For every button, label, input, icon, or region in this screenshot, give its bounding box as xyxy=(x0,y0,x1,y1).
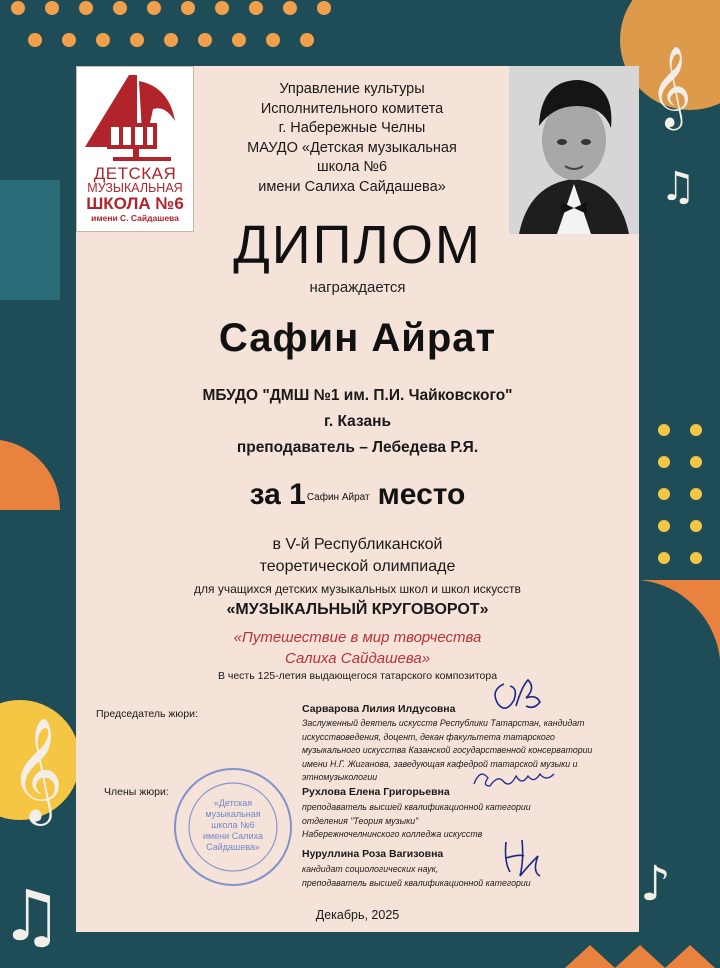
header-line: Управление культуры xyxy=(279,81,425,97)
stamp-line: Сайдашева» xyxy=(206,842,260,852)
treble-clef-icon: 𝄞 xyxy=(650,45,692,127)
desc-line: отделения "Теория музыки" xyxy=(302,815,419,826)
place-line xyxy=(76,478,639,512)
stamp-line: музыкальная xyxy=(205,809,261,819)
diploma-title: ДИПЛОМ xyxy=(233,215,482,275)
stamp-line: «Детская xyxy=(213,798,253,808)
desc-line: музыкального искусства Казанской государственной консерватории xyxy=(302,745,593,755)
school-logo xyxy=(76,66,194,232)
treble-clef-icon-left: 𝄞 xyxy=(10,717,64,822)
eighth-note-icon: ♫ xyxy=(660,164,696,210)
desc-line: этномузыкологии xyxy=(302,772,378,782)
subtitle-line: «Путешествие в мир творчества xyxy=(233,629,482,646)
header-line: МАУДО «Детская музыкальная xyxy=(247,139,457,156)
organization-header xyxy=(196,80,508,197)
place-small-text: Сафин Айрат xyxy=(306,492,370,503)
desc-line: кандидат социологических наук, xyxy=(302,864,439,874)
stamp-line: имени Салиха xyxy=(202,831,263,841)
recipient-name: Сафин Айрат xyxy=(218,316,497,360)
juror-name-1: Рухлова Елена Григорьевна xyxy=(302,786,450,798)
signature-member-1 xyxy=(470,766,560,792)
olympiad-block xyxy=(76,534,639,578)
subtitle-line: Салиха Сайдашева» xyxy=(284,650,431,667)
composer-portrait xyxy=(509,66,639,234)
awarded-label: награждается xyxy=(309,279,406,296)
juror-description-1 xyxy=(302,801,632,842)
signature-chair xyxy=(486,676,546,716)
issue-date: Декабрь, 2025 xyxy=(315,908,400,922)
logo-line1: ДЕТСКАЯ xyxy=(93,164,177,183)
institution-line: МБУДО "ДМШ №1 им. П.И. Чайковского" xyxy=(202,387,513,404)
honor-text: В честь 125-летия выдающегося татарского композитора xyxy=(217,670,498,682)
desc-line: имени Н.Г. Жиганова, заведующая кафедрой татарской музыки и xyxy=(302,758,578,769)
stripe-left xyxy=(0,180,60,300)
competition-subtitle xyxy=(76,627,639,669)
logo-line3: ШКОЛА №6 xyxy=(86,194,184,213)
institution-block xyxy=(76,383,639,461)
competition-name: «МУЗЫКАЛЬНЫЙ КРУГОВОРОТ» xyxy=(226,601,489,618)
for-students-text: для учащихся детских музыкальных школ и школ искусств xyxy=(194,582,521,596)
desc-line: преподаватель высшей квалификационной категории xyxy=(302,802,531,812)
desc-line: искусствоведения, доцент, декан факультета татарского xyxy=(302,731,555,742)
header-line: г. Набережные Челны xyxy=(278,120,426,136)
juror-name-2: Нуруллина Роза Вагизовна xyxy=(302,848,444,860)
juror-description-2 xyxy=(302,863,632,890)
portrait-image xyxy=(509,66,639,234)
header-line: имени Салиха Сайдашева» xyxy=(258,178,446,195)
header-line: школа №6 xyxy=(316,159,388,175)
jury-members-label: Члены жюри: xyxy=(104,786,169,798)
signature-member-2 xyxy=(496,836,546,882)
olympiad-line: теоретической олимпиаде xyxy=(259,558,456,575)
jury-chair-label: Председатель жюри: xyxy=(96,708,198,720)
stamp-line: школа №6 xyxy=(211,820,255,830)
institution-line: преподаватель – Лебедева Р.Я. xyxy=(236,439,479,456)
header-line: Исполнительного комитета xyxy=(260,100,444,117)
desc-line: Набережночелнинского колледжа искусств xyxy=(302,829,483,839)
bottom-triangles xyxy=(565,945,715,968)
jury-chair-description xyxy=(302,717,632,785)
institution-line: г. Казань xyxy=(324,413,391,430)
jury-chair-name: Сарварова Лилия Илдусовна xyxy=(302,703,456,715)
note-icon-bottom-right: ♪ xyxy=(640,856,671,912)
desc-line: Заслуженный деятель искусств Республики Татарстан, кандидат xyxy=(302,718,585,728)
logo-line4: имени С. Сайдашева xyxy=(91,213,179,223)
desc-line: преподаватель высшей квалификационной категории xyxy=(302,877,531,888)
place-suffix: место xyxy=(377,478,466,511)
logo-line2: МУЗЫКАЛЬНАЯ xyxy=(87,181,183,195)
place-prefix: за 1 xyxy=(249,478,306,511)
official-stamp xyxy=(172,766,294,888)
olympiad-line: в V-й Республиканской xyxy=(272,536,443,553)
double-note-icon: ♫ xyxy=(0,875,63,957)
